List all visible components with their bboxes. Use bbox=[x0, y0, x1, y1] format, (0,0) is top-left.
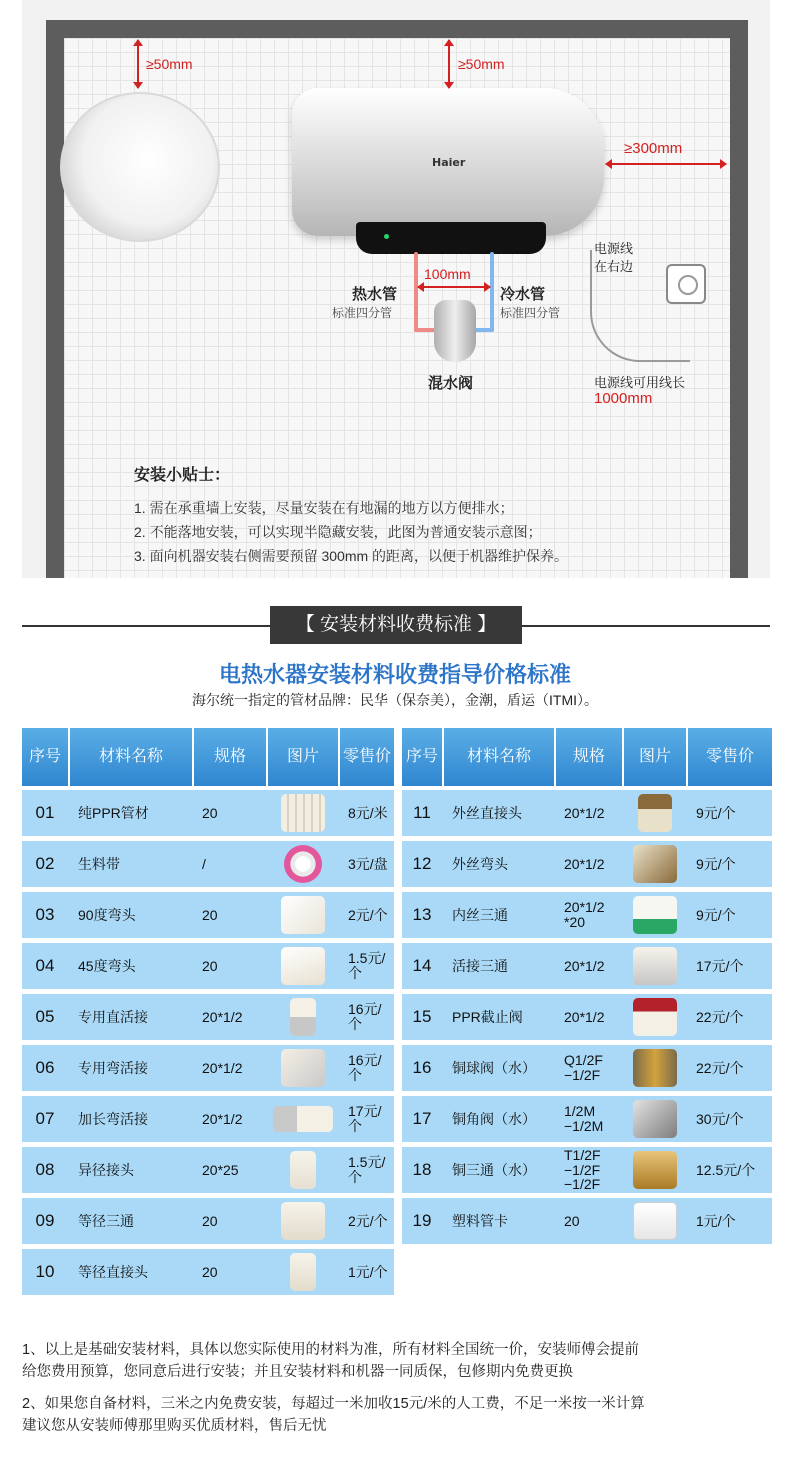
top-clearance-label: ≥50mm bbox=[458, 56, 505, 72]
main-title: 电热水器安装材料收费指导价格标准 bbox=[218, 662, 571, 687]
cell-spec: 20*1/2 bbox=[564, 804, 605, 821]
note-2-line2: 建议您从安装师傅那里购买优质材料，售后无忧 bbox=[22, 1418, 327, 1434]
table-row bbox=[22, 1198, 394, 1244]
cell-name: 活接三通 bbox=[452, 957, 508, 974]
cell-name: 铜角阀（水） bbox=[452, 1110, 536, 1127]
pipe-gap-arrow bbox=[418, 286, 490, 288]
material-image bbox=[268, 790, 338, 836]
material-image bbox=[624, 1198, 686, 1244]
cell-price: 16元/个 bbox=[348, 1052, 382, 1083]
cold-pipe-label: 冷水管 bbox=[500, 286, 546, 303]
cell-spec: 20*1/2 bbox=[564, 957, 605, 974]
table-row bbox=[402, 790, 772, 836]
table-row bbox=[402, 1198, 772, 1244]
material-image bbox=[268, 1147, 338, 1193]
cell-price: 1.5元/个 bbox=[348, 1154, 386, 1185]
header-image: 图片 bbox=[624, 728, 686, 786]
material-image bbox=[268, 892, 338, 938]
pipe-gap-label: 100mm bbox=[424, 266, 471, 282]
cell-no: 03 bbox=[35, 905, 55, 925]
top-clearance-arrow bbox=[448, 40, 450, 88]
cell-price: 1元/个 bbox=[696, 1212, 736, 1229]
power-cord-label-line2: 在右边 bbox=[594, 259, 634, 274]
cell-spec: Q1/2F −1/2F bbox=[564, 1052, 603, 1083]
pipe-clip-icon bbox=[633, 1202, 677, 1240]
table-row bbox=[22, 892, 394, 938]
ball-valve-icon bbox=[633, 1049, 677, 1087]
cell-price: 9元/个 bbox=[696, 855, 736, 872]
cell-price: 1.5元/个 bbox=[348, 950, 386, 981]
note-2-line1: 2、如果您自备材料，三米之内免费安装，每超过一米加收15元/米的人工费，不足一米按一米计算 bbox=[22, 1396, 645, 1412]
header-no: 序号 bbox=[22, 728, 68, 786]
table-row bbox=[22, 1045, 394, 1091]
cell-price: 22元/个 bbox=[696, 1059, 744, 1076]
cell-no: 06 bbox=[35, 1058, 55, 1078]
cell-price: 2元/个 bbox=[348, 906, 388, 923]
control-panel-illustration bbox=[356, 222, 546, 254]
reducer-icon bbox=[290, 1151, 316, 1189]
cell-price: 16元/个 bbox=[348, 1001, 382, 1032]
cell-no: 12 bbox=[412, 854, 432, 874]
table-row bbox=[402, 841, 772, 887]
cell-name: 专用直活接 bbox=[78, 1008, 148, 1025]
cell-price: 12.5元/个 bbox=[696, 1161, 756, 1178]
round-water-heater-illustration bbox=[60, 92, 220, 242]
power-cord-label-line1: 电源线 bbox=[594, 241, 634, 256]
union-tee-icon bbox=[633, 947, 677, 985]
power-socket-icon bbox=[666, 264, 706, 304]
material-image bbox=[268, 1249, 338, 1295]
cell-name: 45度弯头 bbox=[78, 957, 136, 974]
cell-name: 外丝弯头 bbox=[452, 855, 508, 872]
cell-no: 08 bbox=[35, 1160, 55, 1180]
cell-name: PPR截止阀 bbox=[452, 1008, 523, 1025]
note-1-line2: 给您费用预算，您同意后进行安装；并且安装材料和机器一同质保，包修期内免费更换 bbox=[22, 1364, 573, 1380]
table-row bbox=[22, 1147, 394, 1193]
table-row bbox=[22, 943, 394, 989]
brand-logo: Haier bbox=[432, 156, 466, 169]
material-image bbox=[624, 1147, 686, 1193]
mixing-valve-illustration bbox=[434, 300, 476, 362]
cell-no: 05 bbox=[35, 1007, 55, 1027]
table-header bbox=[402, 728, 772, 786]
cold-pipe-illustration bbox=[490, 252, 494, 332]
ppr-pipe-icon bbox=[281, 794, 325, 832]
elbow-45-icon bbox=[281, 947, 325, 985]
cell-price: 3元/盘 bbox=[348, 855, 388, 872]
male-elbow-icon bbox=[633, 845, 677, 883]
cell-no: 13 bbox=[412, 905, 432, 925]
table-row bbox=[22, 841, 394, 887]
cell-spec: 20 bbox=[564, 1212, 580, 1229]
material-image bbox=[624, 892, 686, 938]
cell-name: 纯PPR管材 bbox=[78, 804, 149, 821]
table-row bbox=[402, 1096, 772, 1142]
hot-pipe-label: 热水管 bbox=[352, 286, 398, 303]
section-title: 【 安装材料收费标准 】 bbox=[270, 606, 522, 644]
cell-no: 16 bbox=[412, 1058, 432, 1078]
cell-spec: 20*1/2 bbox=[202, 1110, 243, 1127]
hot-pipe-spec: 标准四分管 bbox=[332, 306, 393, 320]
table-row bbox=[402, 994, 772, 1040]
straight-union-icon bbox=[290, 998, 316, 1036]
straight-coupling-icon bbox=[290, 1253, 316, 1291]
cell-no: 11 bbox=[413, 803, 431, 823]
material-image bbox=[624, 790, 686, 836]
cord-length-value: 1000mm bbox=[594, 390, 653, 407]
price-table-left bbox=[22, 728, 394, 1296]
header-price: 零售价 bbox=[340, 728, 394, 786]
cell-spec: 20*1/2 bbox=[564, 1008, 605, 1025]
material-image bbox=[268, 1198, 338, 1244]
material-image bbox=[624, 994, 686, 1040]
price-table-right bbox=[402, 728, 772, 1244]
header-image: 图片 bbox=[268, 728, 338, 786]
cell-spec: 20*1/2 bbox=[564, 855, 605, 872]
cell-no: 15 bbox=[412, 1007, 432, 1027]
cell-no: 17 bbox=[412, 1109, 432, 1129]
left-clearance-arrow bbox=[137, 40, 139, 88]
brand-subtitle: 海尔统一指定的管材品牌：民华（保奈美），金潮，盾运（ITMI）。 bbox=[192, 692, 598, 708]
cell-no: 02 bbox=[35, 854, 55, 874]
cell-spec: T1/2F −1/2F −1/2F bbox=[564, 1146, 601, 1193]
cell-no: 09 bbox=[35, 1211, 55, 1231]
material-image bbox=[268, 994, 338, 1040]
material-image bbox=[268, 1096, 338, 1142]
cell-price: 30元/个 bbox=[696, 1110, 744, 1127]
left-clearance-label: ≥50mm bbox=[146, 56, 193, 72]
elbow-90-icon bbox=[281, 896, 325, 934]
material-image bbox=[624, 1045, 686, 1091]
tip-3: 3. 面向机器安装右侧需要预留 300mm 的距离，以便于机器维护保养。 bbox=[134, 548, 569, 564]
table-row bbox=[402, 892, 772, 938]
tips-title: 安装小贴士： bbox=[134, 465, 231, 484]
cell-no: 14 bbox=[412, 956, 432, 976]
cell-price: 17元/个 bbox=[348, 1103, 382, 1134]
cord-length-label: 电源线可用线长 bbox=[594, 375, 686, 390]
cell-no: 01 bbox=[35, 803, 55, 823]
section-divider-right bbox=[522, 625, 770, 627]
cell-spec: 1/2M −1/2M bbox=[564, 1103, 604, 1134]
header-spec: 规格 bbox=[556, 728, 622, 786]
cell-name: 等径直接头 bbox=[78, 1263, 148, 1280]
header-price: 零售价 bbox=[688, 728, 772, 786]
right-clearance-arrow bbox=[606, 163, 726, 165]
table-row bbox=[402, 1045, 772, 1091]
table-row bbox=[402, 1147, 772, 1193]
cell-price: 2元/个 bbox=[348, 1212, 388, 1229]
cell-name: 外丝直接头 bbox=[452, 804, 522, 821]
female-tee-icon bbox=[633, 896, 677, 934]
table-header bbox=[22, 728, 394, 786]
material-image bbox=[268, 943, 338, 989]
cell-spec: 20*1/2 bbox=[202, 1059, 243, 1076]
cell-name: 90度弯头 bbox=[78, 906, 136, 923]
cell-name: 塑料管卡 bbox=[452, 1212, 508, 1229]
cell-name: 生料带 bbox=[78, 855, 120, 872]
table-row bbox=[22, 1096, 394, 1142]
angle-valve-icon bbox=[633, 1100, 677, 1138]
cell-spec: 20 bbox=[202, 804, 218, 821]
long-elbow-union-icon bbox=[273, 1106, 333, 1132]
cell-price: 17元/个 bbox=[696, 957, 744, 974]
mixing-valve-label: 混水阀 bbox=[428, 375, 474, 392]
cell-no: 07 bbox=[35, 1109, 55, 1129]
note-1-line1: 1、以上是基础安装材料，具体以您实际使用的材料为准，所有材料全国统一价，安装师傅会提前 bbox=[22, 1342, 640, 1358]
cell-price: 1元/个 bbox=[348, 1263, 388, 1280]
cell-spec: 20*1/2 bbox=[202, 1008, 243, 1025]
tip-2: 2. 不能落地安装，可以实现半隐藏安装，此图为普通安装示意图； bbox=[134, 524, 542, 540]
cell-price: 8元/米 bbox=[348, 804, 388, 821]
hot-pipe-illustration bbox=[414, 252, 418, 332]
brass-tee-icon bbox=[633, 1151, 677, 1189]
cell-name: 异径接头 bbox=[78, 1161, 134, 1178]
cell-spec: 20*1/2 *20 bbox=[564, 899, 605, 930]
cell-price: 22元/个 bbox=[696, 1008, 744, 1025]
material-image bbox=[624, 943, 686, 989]
material-image bbox=[624, 1096, 686, 1142]
cell-spec: / bbox=[202, 855, 206, 872]
cell-name: 专用弯活接 bbox=[78, 1059, 148, 1076]
cell-name: 铜三通（水） bbox=[452, 1161, 536, 1178]
right-clearance-label: ≥300mm bbox=[624, 140, 683, 157]
sealing-tape-icon bbox=[284, 845, 322, 883]
equal-tee-icon bbox=[281, 1202, 325, 1240]
cell-no: 19 bbox=[412, 1211, 432, 1231]
header-name: 材料名称 bbox=[444, 728, 554, 786]
water-heater-illustration bbox=[292, 88, 604, 236]
cell-spec: 20 bbox=[202, 957, 218, 974]
cell-no: 04 bbox=[35, 956, 55, 976]
cell-no: 10 bbox=[35, 1262, 55, 1282]
cell-name: 加长弯活接 bbox=[78, 1110, 148, 1127]
table-row bbox=[402, 943, 772, 989]
cell-name: 内丝三通 bbox=[452, 906, 508, 923]
male-coupling-icon bbox=[638, 794, 672, 832]
cell-price: 9元/个 bbox=[696, 804, 736, 821]
cell-no: 18 bbox=[412, 1160, 432, 1180]
cell-spec: 20 bbox=[202, 1263, 218, 1280]
cell-spec: 20 bbox=[202, 1212, 218, 1229]
cold-pipe-spec: 标准四分管 bbox=[500, 306, 561, 320]
header-name: 材料名称 bbox=[70, 728, 192, 786]
table-row bbox=[22, 1249, 394, 1295]
header-no: 序号 bbox=[402, 728, 442, 786]
material-image bbox=[268, 841, 338, 887]
cell-name: 铜球阀（水） bbox=[452, 1059, 536, 1076]
stop-valve-icon bbox=[633, 998, 677, 1036]
cell-name: 等径三通 bbox=[78, 1212, 134, 1229]
material-image bbox=[624, 841, 686, 887]
header-spec: 规格 bbox=[194, 728, 266, 786]
cell-spec: 20 bbox=[202, 906, 218, 923]
table-row bbox=[22, 994, 394, 1040]
cell-spec: 20*25 bbox=[202, 1161, 239, 1178]
table-row bbox=[22, 790, 394, 836]
elbow-union-icon bbox=[281, 1049, 325, 1087]
cell-price: 9元/个 bbox=[696, 906, 736, 923]
section-divider-left bbox=[22, 625, 270, 627]
material-image bbox=[268, 1045, 338, 1091]
tip-1: 1. 需在承重墙上安装，尽量安装在有地漏的地方以方便排水； bbox=[134, 500, 514, 516]
